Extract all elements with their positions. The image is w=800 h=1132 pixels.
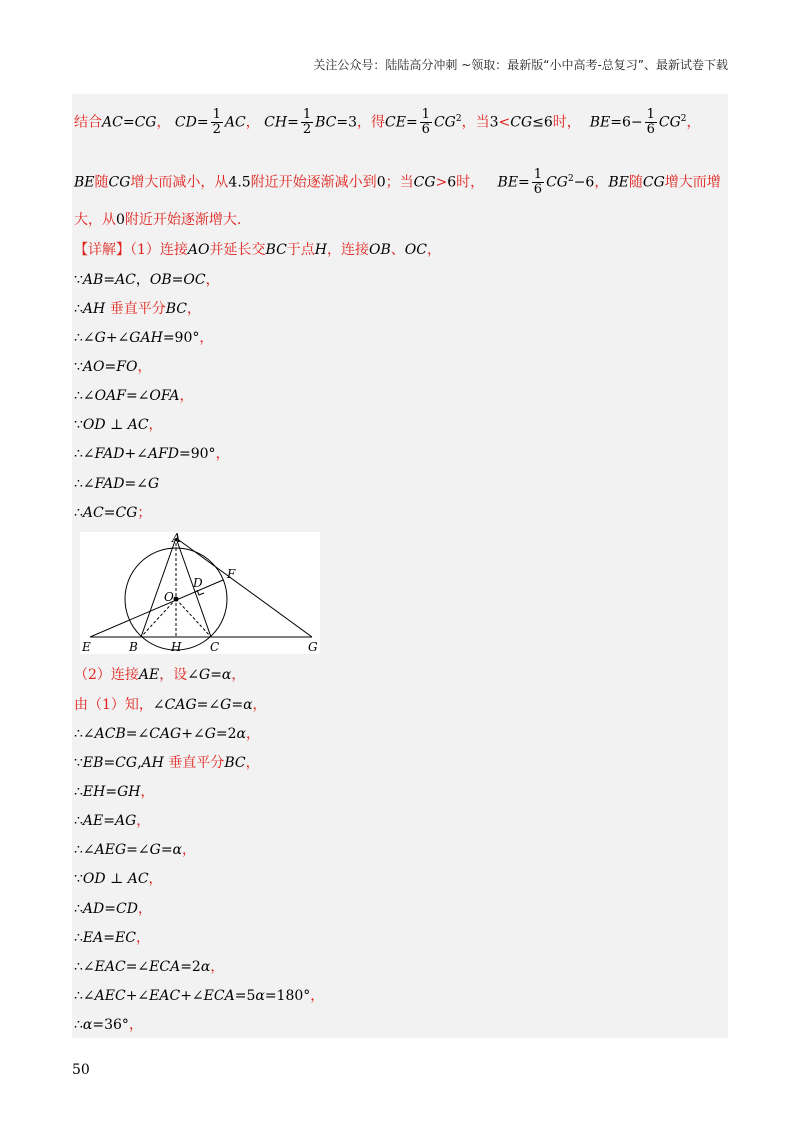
page-header: 关注公众号：陆陆高分冲刺 ~领取：最新版“小中高考-总复习”、最新试卷下载 xyxy=(313,58,728,72)
label-d: D xyxy=(193,576,203,590)
label-o: O xyxy=(164,590,174,604)
solution-line-23: ∴EA=EC， xyxy=(74,930,150,946)
geometry-diagram xyxy=(80,532,320,654)
solution-line-26: ∴α=36°， xyxy=(74,1017,143,1033)
label-g: G xyxy=(308,640,318,654)
label-a: A xyxy=(172,532,181,545)
point-o xyxy=(174,597,179,602)
solution-line-13: ∴AC=CG； xyxy=(74,505,152,521)
label-b: B xyxy=(129,640,138,654)
solution-line-7: ∴∠G+∠GAH=90°， xyxy=(74,330,214,346)
solution-line-9: ∴∠OAF=∠OFA， xyxy=(74,388,194,404)
solution-line-2: BE随CG增大而减小，从4.5附近开始逐渐减小到0；当CG>6时， BE= $\frac{1}{6}$ $CG^2-6$，BE随CG增大而增 xyxy=(74,167,721,198)
line-ef xyxy=(90,580,223,637)
solution-line-5: ∵AB=AC，OB=OC， xyxy=(74,272,220,288)
label-c: C xyxy=(210,640,220,654)
line-oc xyxy=(176,599,211,637)
solution-line-19: ∴AE=AG， xyxy=(74,813,151,829)
label-h: H xyxy=(171,640,182,654)
solution-line-25: ∴∠AEC+∠EAC+∠ECA=5α=180°， xyxy=(74,988,325,1004)
solution-line-8: ∵AO=FO， xyxy=(74,359,152,375)
geometry-figure xyxy=(80,532,320,654)
solution-line-20: ∴∠AEG=∠G=α， xyxy=(74,842,197,858)
solution-line-21: ∵OD ⊥ AC， xyxy=(74,871,163,887)
solution-line-16: ∴∠ACB=∠CAG+∠G=2α， xyxy=(74,726,261,742)
solution-line-10: ∵OD ⊥ AC， xyxy=(74,417,163,433)
solution-line-24: ∴∠EAC=∠ECA=2α， xyxy=(74,959,225,975)
label-f: F xyxy=(227,567,236,581)
solution-line-18: ∴EH=GH， xyxy=(74,784,155,800)
solution-line-4: 【详解】（1）连接AO并延长交BC于点H，连接OB、OC， xyxy=(74,242,441,258)
solution-line-6: ∴AH 垂直平分BC， xyxy=(74,301,201,317)
solution-line-15: 由（1）知，∠CAG=∠G=α， xyxy=(74,697,267,713)
solution-line-12: ∴∠FAD=∠G xyxy=(74,476,160,492)
solution-line-22: ∴AD=CD， xyxy=(74,901,152,917)
solution-line-11: ∴∠FAD+∠AFD=90°， xyxy=(74,446,230,462)
line-ab xyxy=(141,538,176,637)
solution-line-3: 大，从0附近开始逐渐增大. xyxy=(74,212,242,228)
label-e: E xyxy=(82,640,91,654)
solution-panel xyxy=(72,94,728,1038)
solution-line-1: 结合AC=CG， CD= $\frac{1}{2}$ AC， CH= $\frac{1}{2}$ BC=3，得CE= $\frac{1}{6}$ $CG^2$，当3<CG≤6时， BE=6− $\frac{1}{6}$ $CG^2$， xyxy=(74,107,701,138)
solution-line-14: （2）连接AE，设∠G=α， xyxy=(74,667,246,683)
solution-line-17: ∵EB=CG,AH 垂直平分BC， xyxy=(74,755,260,771)
line-ob xyxy=(141,599,176,637)
page-number: 50 xyxy=(72,1062,90,1078)
